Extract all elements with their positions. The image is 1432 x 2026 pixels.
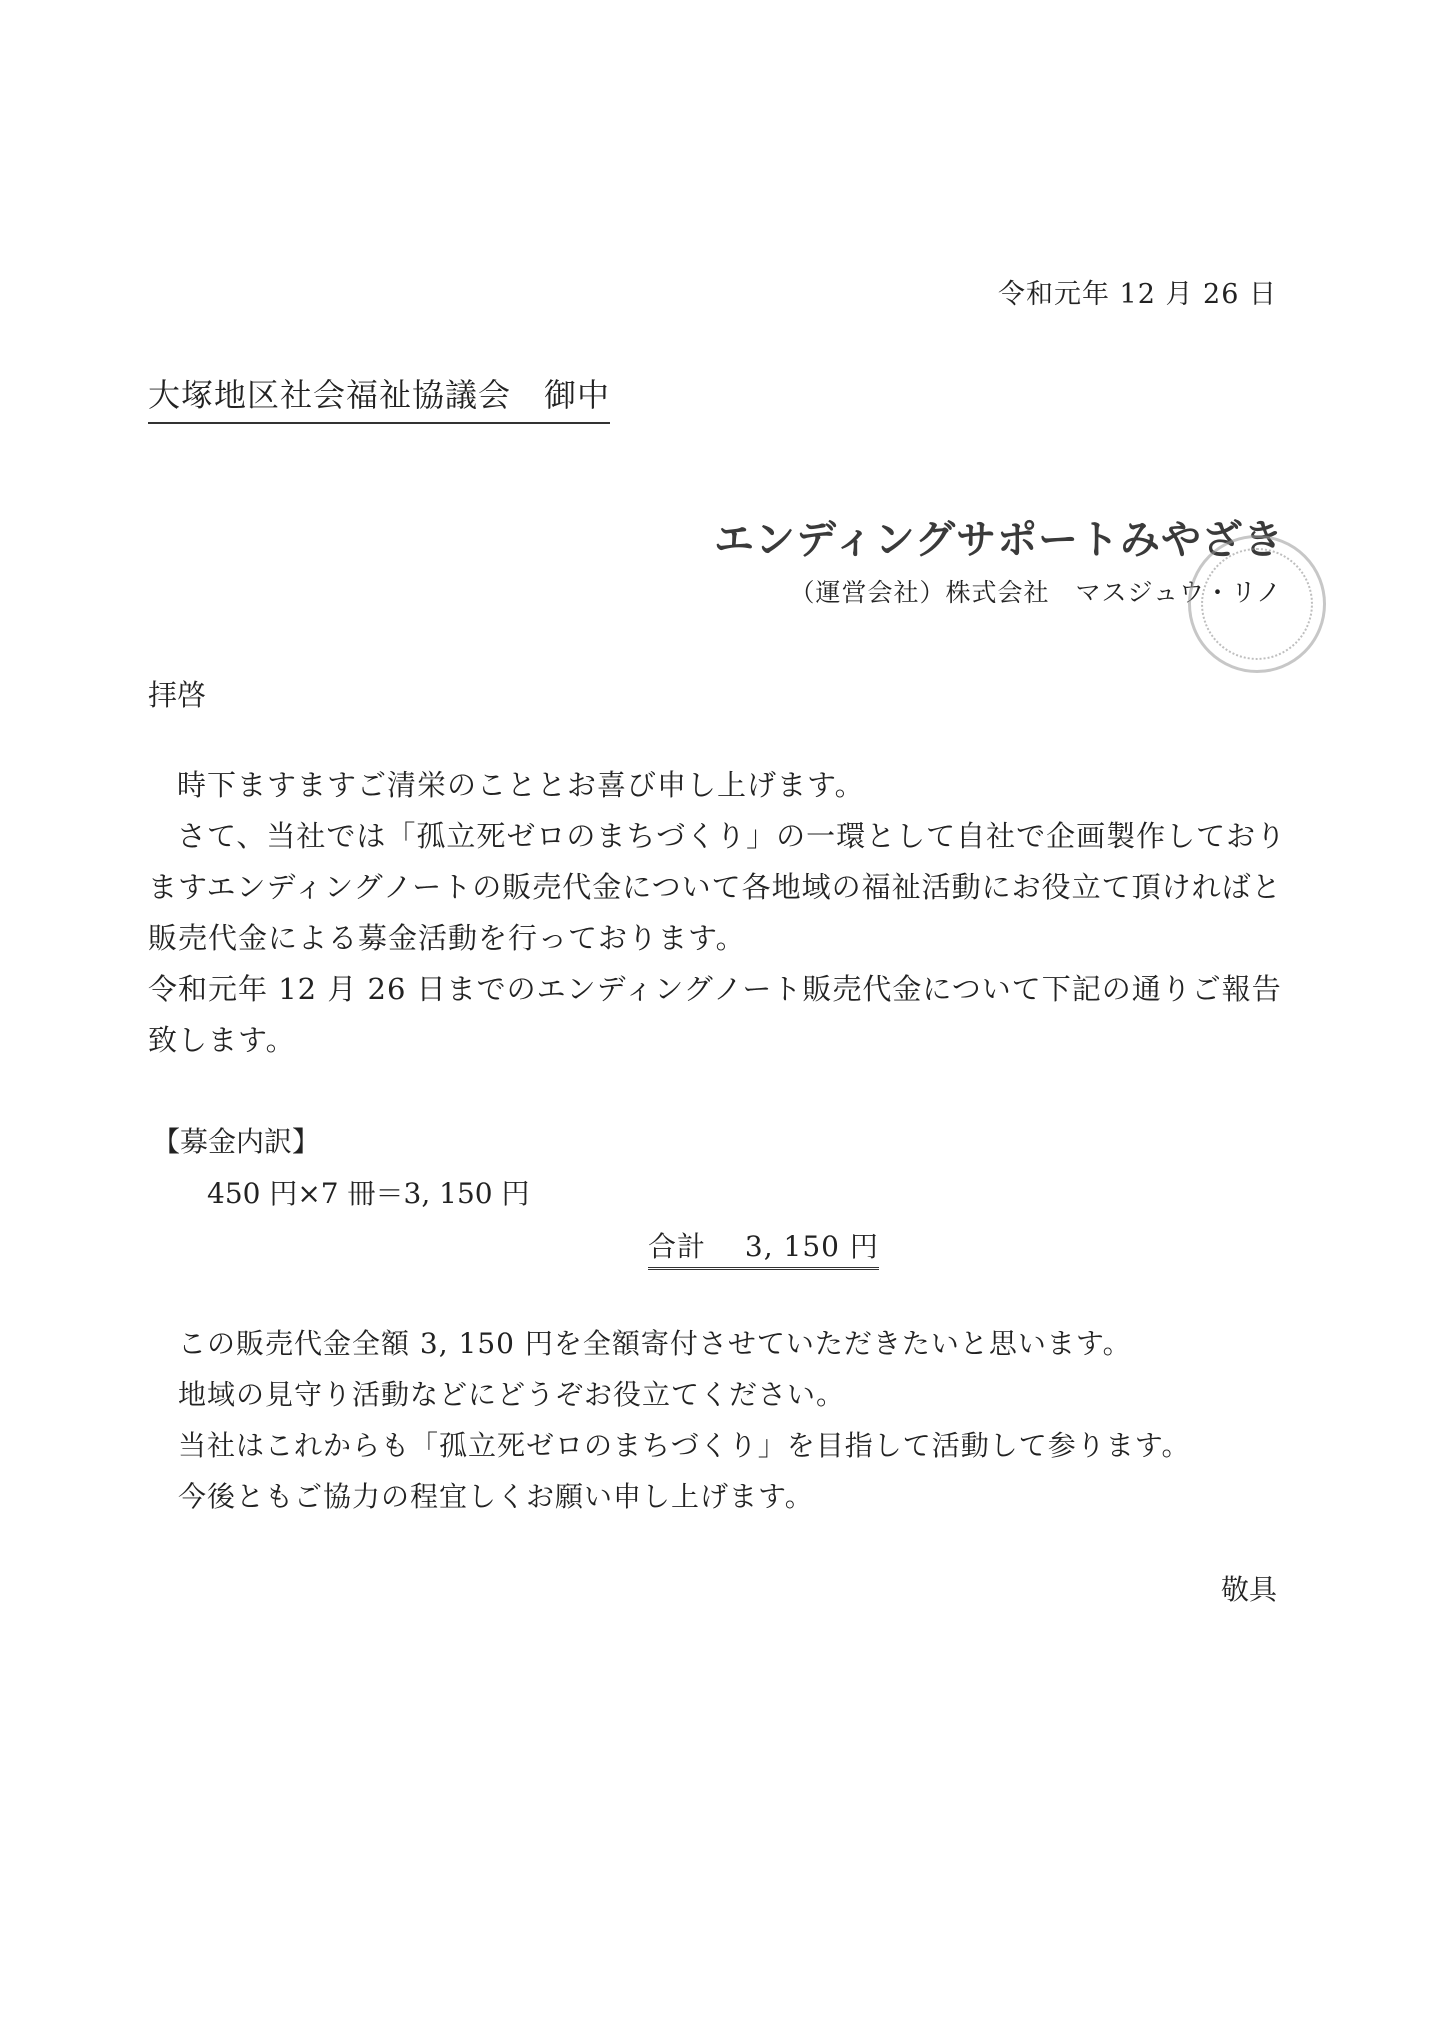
- body-paragraph-3: 令和元年 12 月 26 日までのエンディングノート販売代金について下記の通りご報告致します。: [148, 972, 1282, 1057]
- sender-brand: エンディングサポートみやざき: [714, 516, 1284, 563]
- breakdown-line: 450 円×7 冊＝3, 150 円: [207, 1177, 530, 1210]
- sender-company: （運営会社）株式会社 マスジュウ・リノ: [789, 578, 1282, 607]
- sign-off: 敬具: [1220, 1573, 1277, 1606]
- letter-date: 令和元年 12 月 26 日: [997, 279, 1277, 310]
- body-paragraph-2: さて、当社では「孤立死ゼロのまちづくり」の一環として自社で企画製作しておりますエンディングノートの販売代金について各地域の福祉活動にお役立て頂ければと販売代金による募金活動を行っております。: [148, 819, 1287, 955]
- addressee: 大塚地区社会福祉協議会 御中: [148, 370, 610, 424]
- donation-total: 合計 3, 150 円: [648, 1225, 879, 1270]
- letter-body: [148, 760, 1298, 1066]
- closing-line-1: この販売代金全額 3, 150 円を全額寄付させていただきたいと思います。: [178, 1327, 1132, 1360]
- breakdown-heading: 【募金内訳】: [152, 1125, 321, 1158]
- closing-line-3: 当社はこれからも「孤立死ゼロのまちづくり」を目指して活動して参ります。: [178, 1429, 1191, 1462]
- body-paragraph-1: 時下ますますご清栄のこととお喜び申し上げます。: [177, 768, 865, 802]
- closing-block: [178, 1318, 1190, 1522]
- company-seal-stamp: [1188, 535, 1326, 673]
- closing-line-2: 地域の見守り活動などにどうぞお役立てください。: [178, 1378, 846, 1411]
- closing-line-4: 今後ともご協力の程宜しくお願い申し上げます。: [178, 1480, 814, 1513]
- greeting: 拝啓: [148, 678, 207, 712]
